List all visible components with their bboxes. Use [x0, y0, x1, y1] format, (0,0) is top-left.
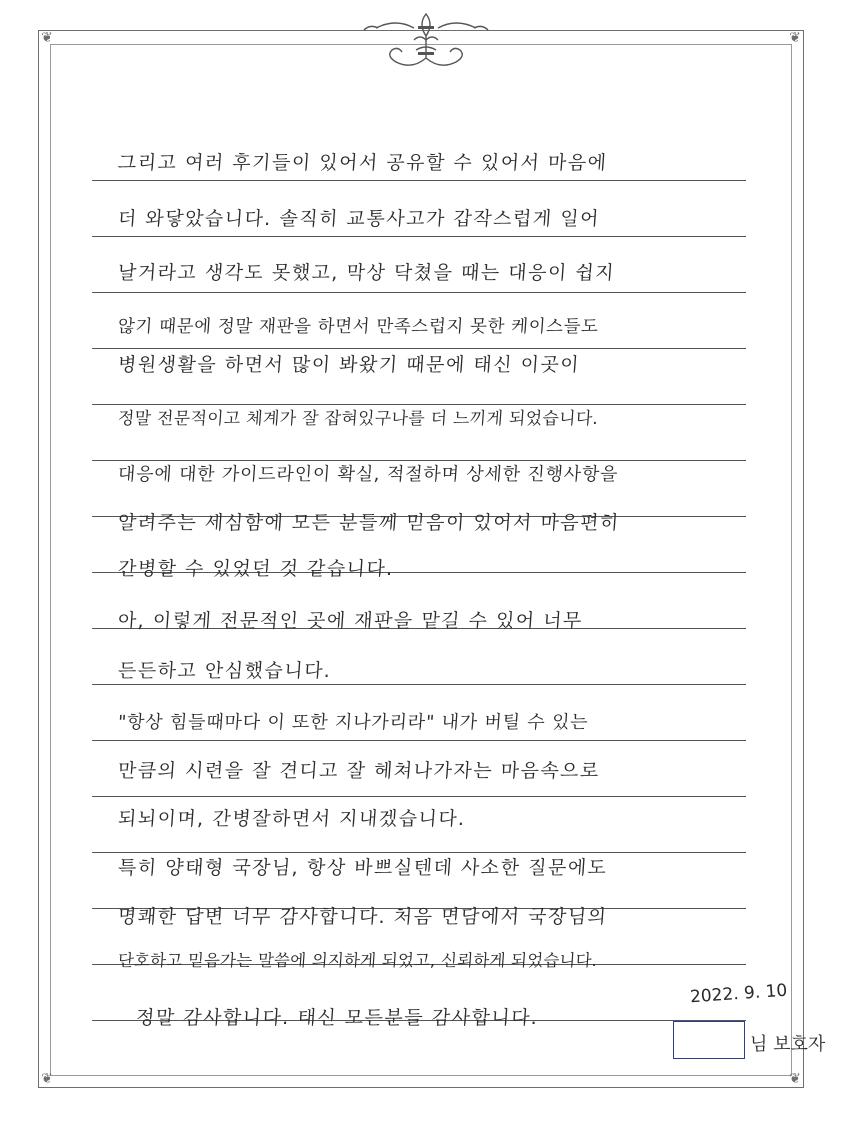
letter-line: 단호하고 믿음가는 말씀에 의지하게 되었고, 신뢰하게 되었습니다. — [117, 951, 598, 970]
letter-line: 만큼의 시련을 잘 견디고 잘 헤쳐나가자는 마음속으로 — [117, 760, 601, 782]
ruled-line — [92, 684, 746, 685]
corner-ornament-icon: ❦ — [41, 30, 53, 46]
flourish-ornament-icon — [356, 6, 496, 76]
corner-ornament-icon: ❦ — [789, 1071, 801, 1087]
ruled-line — [92, 796, 746, 797]
letter-line: 더 와닿았습니다. 솔직히 교통사고가 갑작스럽게 일어 — [117, 208, 601, 230]
letter-line: 날거라고 생각도 못했고, 막상 닥쳤을 때는 대응이 쉽지 — [117, 262, 616, 284]
letter-line: 정말 전문적이고 체계가 잘 잡혀있구나를 더 느끼게 되었습니다. — [117, 409, 599, 429]
letter-line: 알려주는 세심함에 모든 분들께 믿음이 있어서 마음편히 — [117, 512, 621, 534]
letter-line: 명쾌한 답변 너무 감사합니다. 처음 면담에서 국장님의 — [117, 906, 609, 928]
letter-line: 특히 양태형 국장님, 항상 바쁘실텐데 사소한 질문에도 — [117, 857, 609, 879]
ruled-line — [92, 292, 746, 293]
ruled-line — [92, 180, 746, 181]
letter-line: 든든하고 안심했습니다. — [117, 660, 333, 682]
letter-line: 간병할 수 있었던 것 같습니다. — [117, 558, 395, 580]
corner-ornament-icon: ❦ — [41, 1071, 53, 1087]
letter-date: 2022. 9. 10 — [689, 980, 788, 1008]
letter-line: 정말 감사합니다. 태신 모든분들 감사합니다. — [135, 1007, 540, 1029]
letter-line: 대응에 대한 가이드라인이 확실, 적절하며 상세한 진행사항을 — [117, 464, 619, 485]
letter-line: 병원생활을 하면서 많이 봐왔기 때문에 태신 이곳이 — [117, 354, 581, 376]
letter-line: "항상 힘들때마다 이 또한 지나가리라" 내가 버틸 수 있는 — [117, 712, 590, 733]
redacted-name-box — [673, 1021, 745, 1059]
signer-suffix: 님 보호자 — [750, 1034, 826, 1055]
letter-line: 아, 이렇게 전문적인 곳에 재판을 맡길 수 있어 너무 — [117, 610, 584, 632]
letter-line: 않기 때문에 정말 재판을 하면서 만족스럽지 못한 케이스들도 — [117, 317, 600, 337]
ruled-line — [92, 740, 746, 741]
letter-line: 그리고 여러 후기들이 있어서 공유할 수 있어서 마음에 — [117, 152, 609, 174]
corner-ornament-icon: ❦ — [789, 30, 801, 46]
letter-line: 되뇌이며, 간병잘하면서 지내겠습니다. — [117, 808, 467, 830]
ruled-line — [92, 236, 746, 237]
ruled-line — [92, 348, 746, 349]
